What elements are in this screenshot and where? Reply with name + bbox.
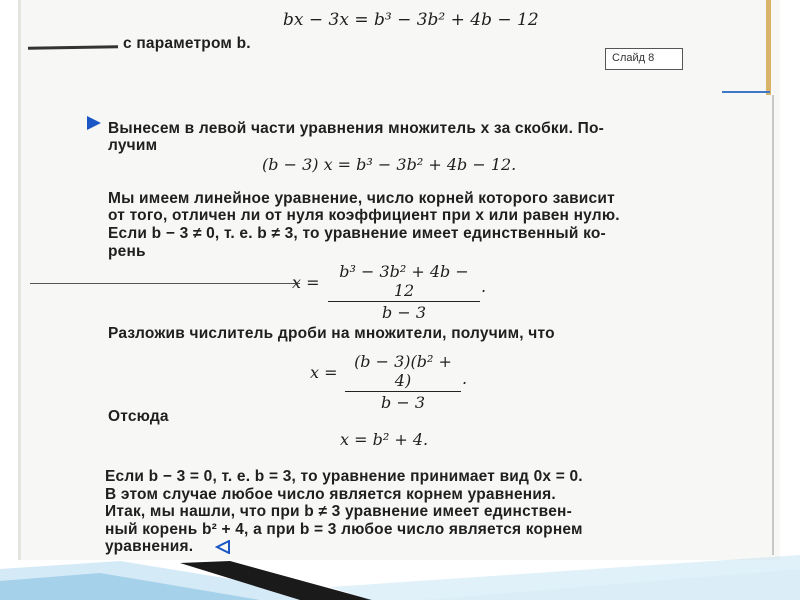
fraction-bar — [345, 391, 461, 392]
equation-3-end: . — [462, 369, 468, 388]
paragraph-5-line-2: В этом случае любое число является корнем уравнения. — [105, 486, 556, 503]
equation-2-end: . — [481, 277, 487, 296]
paragraph-2-line-3: Если b − 3 ≠ 0, т. е. b ≠ 3, то уравнение имеет единственный ко- — [108, 225, 606, 242]
equation-2-fraction — [328, 262, 480, 322]
scan-right-edge-lower — [772, 95, 774, 555]
paragraph-5-line-1: Если b − 3 = 0, т. е. b = 3, то уравнение принимает вид 0x = 0. — [105, 468, 583, 485]
footer-decoration — [0, 555, 800, 600]
play-triangle-icon — [86, 115, 102, 131]
paragraph-5-line-3: Итак, мы нашли, что при b ≠ 3 уравнение имеет единствен- — [105, 503, 572, 520]
fraction-bar — [328, 301, 480, 302]
equation-3-numerator: (b − 3)(b² + 4) — [354, 352, 452, 390]
paragraph-1-line-1: Вынесем в левой части уравнения множитель x за скобки. По- — [108, 120, 605, 137]
back-triangle-icon — [215, 540, 231, 554]
paragraph-4-line-1: Отсюда — [108, 408, 169, 425]
paragraph-5-line-4: ный корень b² + 4, а при b = 3 любое число является корнем — [105, 521, 583, 538]
paragraph-2-line-2: от того, отличен ли от нуля коэффициент при x или равен нулю. — [108, 207, 620, 224]
top-equation: bx − 3x = b³ − 3b² + 4b − 12 — [283, 10, 539, 30]
equation-1: (b − 3) x = b³ − 3b² + 4b − 12. — [262, 155, 517, 174]
equation-4: x = b² + 4. — [340, 430, 429, 449]
rule-right — [722, 91, 770, 93]
paragraph-2-line-1: Мы имеем линейное уравнение, число корней которого зависит — [108, 190, 615, 207]
slide-number-label: Слайд 8 — [605, 48, 683, 70]
equation-2-lhs: x = — [292, 273, 320, 292]
equation-3-lhs: x = — [310, 363, 338, 382]
rule-mid — [30, 283, 300, 284]
paragraph-2-line-4: рень — [108, 243, 146, 260]
paragraph-1-line-2: лучим — [108, 137, 158, 154]
equation-2-numerator: b³ − 3b² + 4b − 12 — [339, 262, 469, 300]
equation-3-fraction — [345, 352, 461, 412]
scan-left-edge — [18, 0, 21, 560]
parameter-note: с параметром b. — [123, 35, 251, 52]
equation-3-denominator: b − 3 — [381, 393, 425, 412]
equation-2-denominator: b − 3 — [382, 303, 426, 322]
paragraph-5-line-5: уравнения. — [105, 538, 194, 555]
paragraph-3-line-1: Разложив числитель дроби на множители, получим, что — [108, 325, 555, 342]
scan-right-edge — [766, 0, 771, 95]
